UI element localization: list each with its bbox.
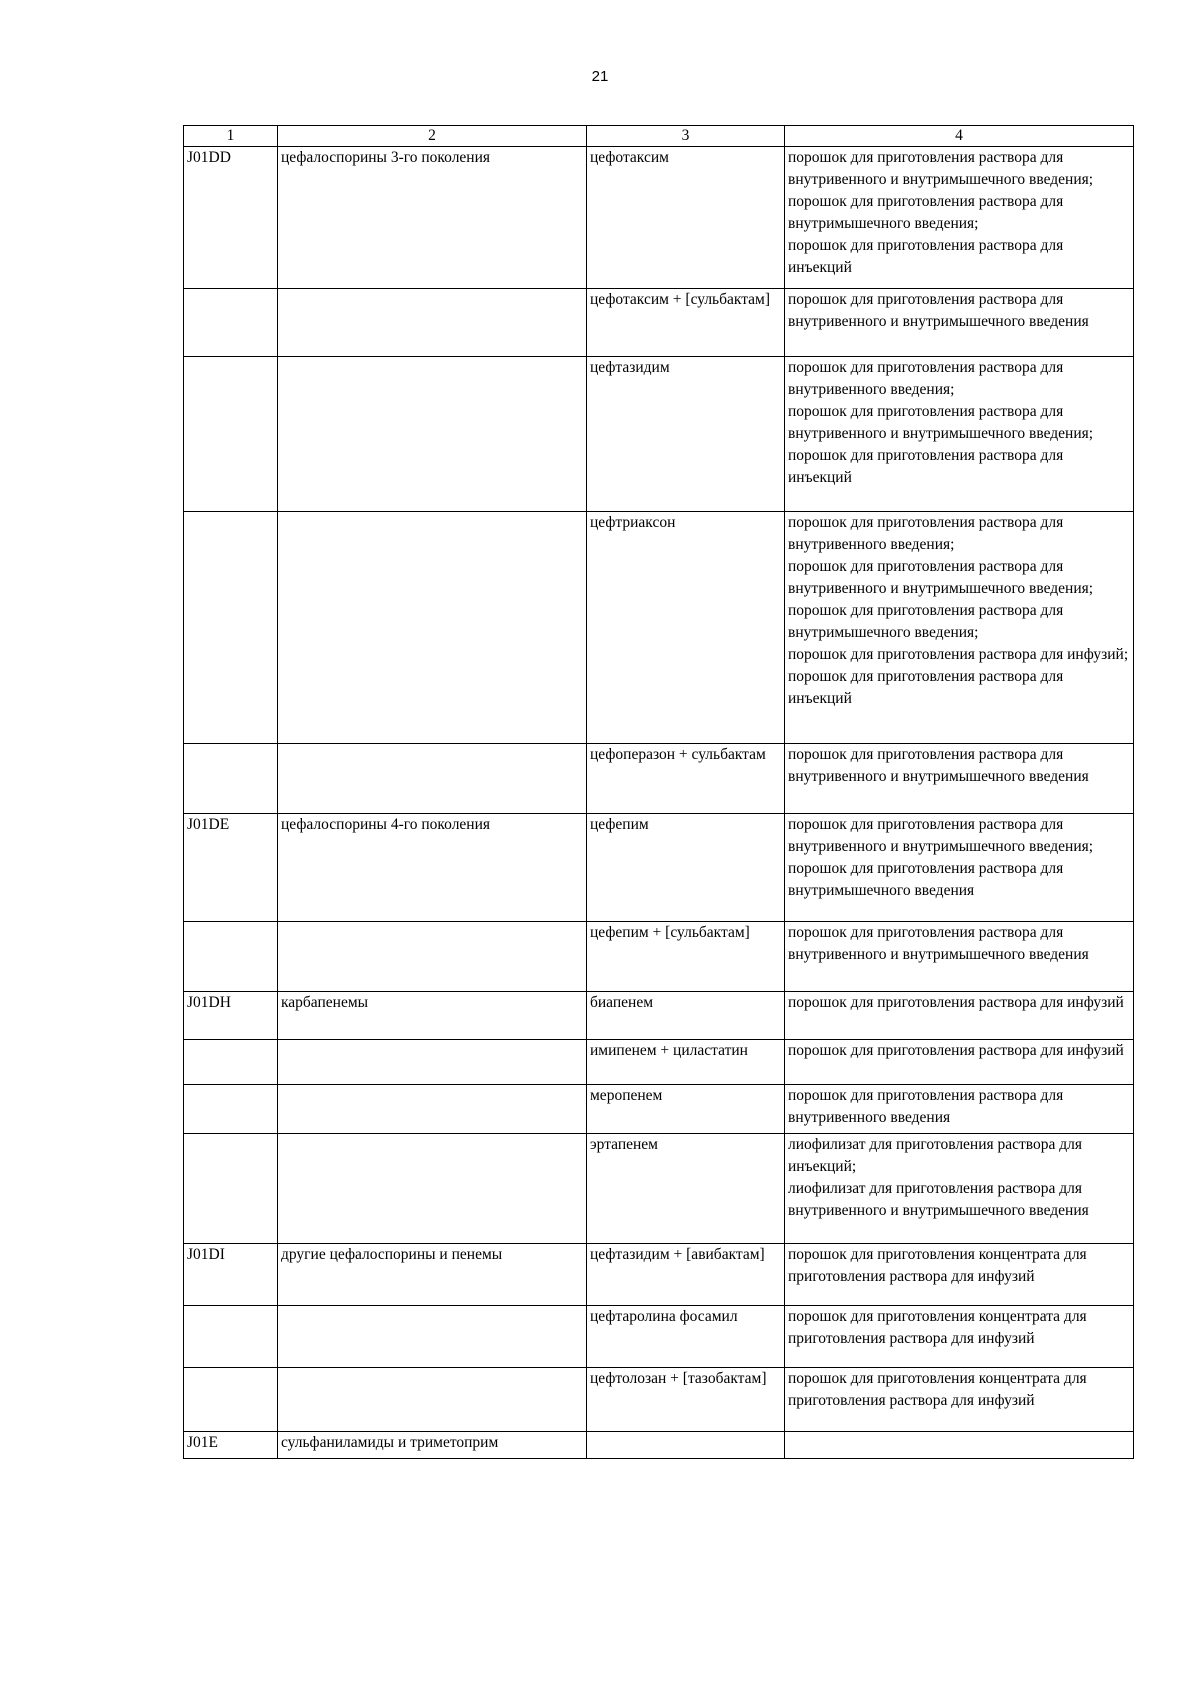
drug-name-cell: меропенем [587, 1085, 785, 1134]
atc-code-cell [184, 289, 278, 357]
dosage-form-item: порошок для приготовления концентрата для приготовления раствора для инфузий [788, 1246, 1087, 1285]
column-header: 4 [785, 126, 1134, 147]
dosage-form-item: порошок для приготовления раствора для внутривенного и внутримышечного введения; [788, 816, 1094, 855]
dosage-forms-cell [785, 147, 1134, 289]
table-row [184, 1134, 1134, 1244]
group-name-cell [278, 1134, 587, 1244]
dosage-forms-cell [785, 922, 1134, 992]
table-row [184, 744, 1134, 814]
group-name-cell [278, 1368, 587, 1432]
group-name-cell: цефалоспорины 4-го поколения [278, 814, 587, 922]
group-name-cell: цефалоспорины 3-го поколения [278, 147, 587, 289]
group-name-cell: сульфаниламиды и триметоприм [278, 1432, 587, 1459]
dosage-form-item: лиофилизат для приготовления раствора для внутривенного и внутримышечного введения [788, 1180, 1089, 1219]
atc-code-cell [184, 744, 278, 814]
dosage-forms-cell [785, 1244, 1134, 1306]
dosage-forms-cell [785, 512, 1134, 744]
dosage-forms-cell [785, 1040, 1134, 1085]
column-header: 1 [184, 126, 278, 147]
atc-code-cell [184, 512, 278, 744]
table-row [184, 814, 1134, 922]
dosage-form-item: порошок для приготовления раствора для внутривенного и внутримышечного введения; [788, 558, 1094, 597]
group-name-cell [278, 1306, 587, 1368]
group-name-cell [278, 357, 587, 512]
table-row [184, 1085, 1134, 1134]
atc-code-cell [184, 1368, 278, 1432]
table-body [184, 147, 1134, 1459]
drug-name-cell: цефепим [587, 814, 785, 922]
dosage-form-item: порошок для приготовления раствора для инфузий [788, 994, 1124, 1011]
drug-table [183, 125, 1134, 1459]
column-header: 3 [587, 126, 785, 147]
table-row [184, 147, 1134, 289]
dosage-forms-cell [785, 1085, 1134, 1134]
table-row [184, 357, 1134, 512]
dosage-form-item: порошок для приготовления раствора для внутривенного и внутримышечного введения [788, 924, 1089, 963]
drug-name-cell: цефотаксим [587, 147, 785, 289]
dosage-forms-cell [785, 744, 1134, 814]
group-name-cell [278, 922, 587, 992]
drug-name-cell: цефтазидим [587, 357, 785, 512]
dosage-form-item: порошок для приготовления концентрата для приготовления раствора для инфузий [788, 1308, 1087, 1347]
header-row [184, 126, 1134, 147]
group-name-cell [278, 744, 587, 814]
dosage-form-item: лиофилизат для приготовления раствора для инъекций; [788, 1136, 1083, 1175]
table-row [184, 1244, 1134, 1306]
dosage-form-item: порошок для приготовления раствора для инфузий [788, 1042, 1124, 1059]
table-row [184, 289, 1134, 357]
dosage-forms-cell [785, 1306, 1134, 1368]
drug-name-cell: цефтазидим + [авибактам] [587, 1244, 785, 1306]
dosage-form-item: порошок для приготовления раствора для внутримышечного введения [788, 860, 1064, 899]
group-name-cell [278, 1040, 587, 1085]
dosage-forms-cell [785, 1432, 1134, 1459]
dosage-forms-cell [785, 814, 1134, 922]
table-row [184, 1368, 1134, 1432]
dosage-form-item: порошок для приготовления раствора для инъекций [788, 668, 1064, 707]
column-header: 2 [278, 126, 587, 147]
dosage-form-item: порошок для приготовления раствора для внутривенного введения; [788, 514, 1064, 553]
atc-code-cell [184, 1040, 278, 1085]
atc-code-cell: J01E [184, 1432, 278, 1459]
dosage-forms-cell [785, 1134, 1134, 1244]
drug-name-cell: цефтолозан + [тазобактам] [587, 1368, 785, 1432]
dosage-form-item: порошок для приготовления раствора для инъекций [788, 237, 1064, 276]
table-row [184, 1040, 1134, 1085]
table-row [184, 1306, 1134, 1368]
dosage-forms-cell [785, 992, 1134, 1040]
dosage-forms-cell [785, 289, 1134, 357]
drug-name-cell: цефотаксим + [сульбактам] [587, 289, 785, 357]
group-name-cell [278, 1085, 587, 1134]
dosage-form-item: порошок для приготовления раствора для внутримышечного введения; [788, 602, 1064, 641]
group-name-cell: другие цефалоспорины и пенемы [278, 1244, 587, 1306]
dosage-form-item: порошок для приготовления раствора для внутривенного введения; [788, 359, 1064, 398]
page-number: 21 [591, 68, 609, 85]
atc-code-cell [184, 1085, 278, 1134]
group-name-cell [278, 289, 587, 357]
table-row [184, 922, 1134, 992]
dosage-form-item: порошок для приготовления концентрата для приготовления раствора для инфузий [788, 1370, 1087, 1409]
dosage-form-item: порошок для приготовления раствора для внутривенного введения [788, 1087, 1064, 1126]
drug-name-cell: цефтаролина фосамил [587, 1306, 785, 1368]
drug-name-cell: биапенем [587, 992, 785, 1040]
drug-name-cell: эртапенем [587, 1134, 785, 1244]
atc-code-cell: J01DD [184, 147, 278, 289]
dosage-form-item: порошок для приготовления раствора для внутримышечного введения; [788, 193, 1064, 232]
drug-name-cell: цефепим + [сульбактам] [587, 922, 785, 992]
drug-name-cell: имипенем + циластатин [587, 1040, 785, 1085]
atc-code-cell [184, 922, 278, 992]
atc-code-cell [184, 1134, 278, 1244]
drug-name-cell [587, 1432, 785, 1459]
atc-code-cell: J01DI [184, 1244, 278, 1306]
atc-code-cell: J01DE [184, 814, 278, 922]
drug-name-cell: цефтриаксон [587, 512, 785, 744]
table-row [184, 1432, 1134, 1459]
dosage-form-item: порошок для приготовления раствора для внутривенного и внутримышечного введения; [788, 149, 1094, 188]
drug-name-cell: цефоперазон + сульбактам [587, 744, 785, 814]
atc-code-cell [184, 357, 278, 512]
dosage-forms-cell [785, 1368, 1134, 1432]
dosage-forms-cell [785, 357, 1134, 512]
dosage-form-item: порошок для приготовления раствора для внутривенного и внутримышечного введения [788, 746, 1089, 785]
atc-code-cell [184, 1306, 278, 1368]
group-name-cell: карбапенемы [278, 992, 587, 1040]
dosage-form-item: порошок для приготовления раствора для внутривенного и внутримышечного введения; [788, 403, 1094, 442]
group-name-cell [278, 512, 587, 744]
table-row [184, 992, 1134, 1040]
table-row [184, 512, 1134, 744]
dosage-form-item: порошок для приготовления раствора для внутривенного и внутримышечного введения [788, 291, 1089, 330]
atc-code-cell: J01DH [184, 992, 278, 1040]
dosage-form-item: порошок для приготовления раствора для инфузий; [788, 646, 1129, 663]
dosage-form-item: порошок для приготовления раствора для инъекций [788, 447, 1064, 486]
